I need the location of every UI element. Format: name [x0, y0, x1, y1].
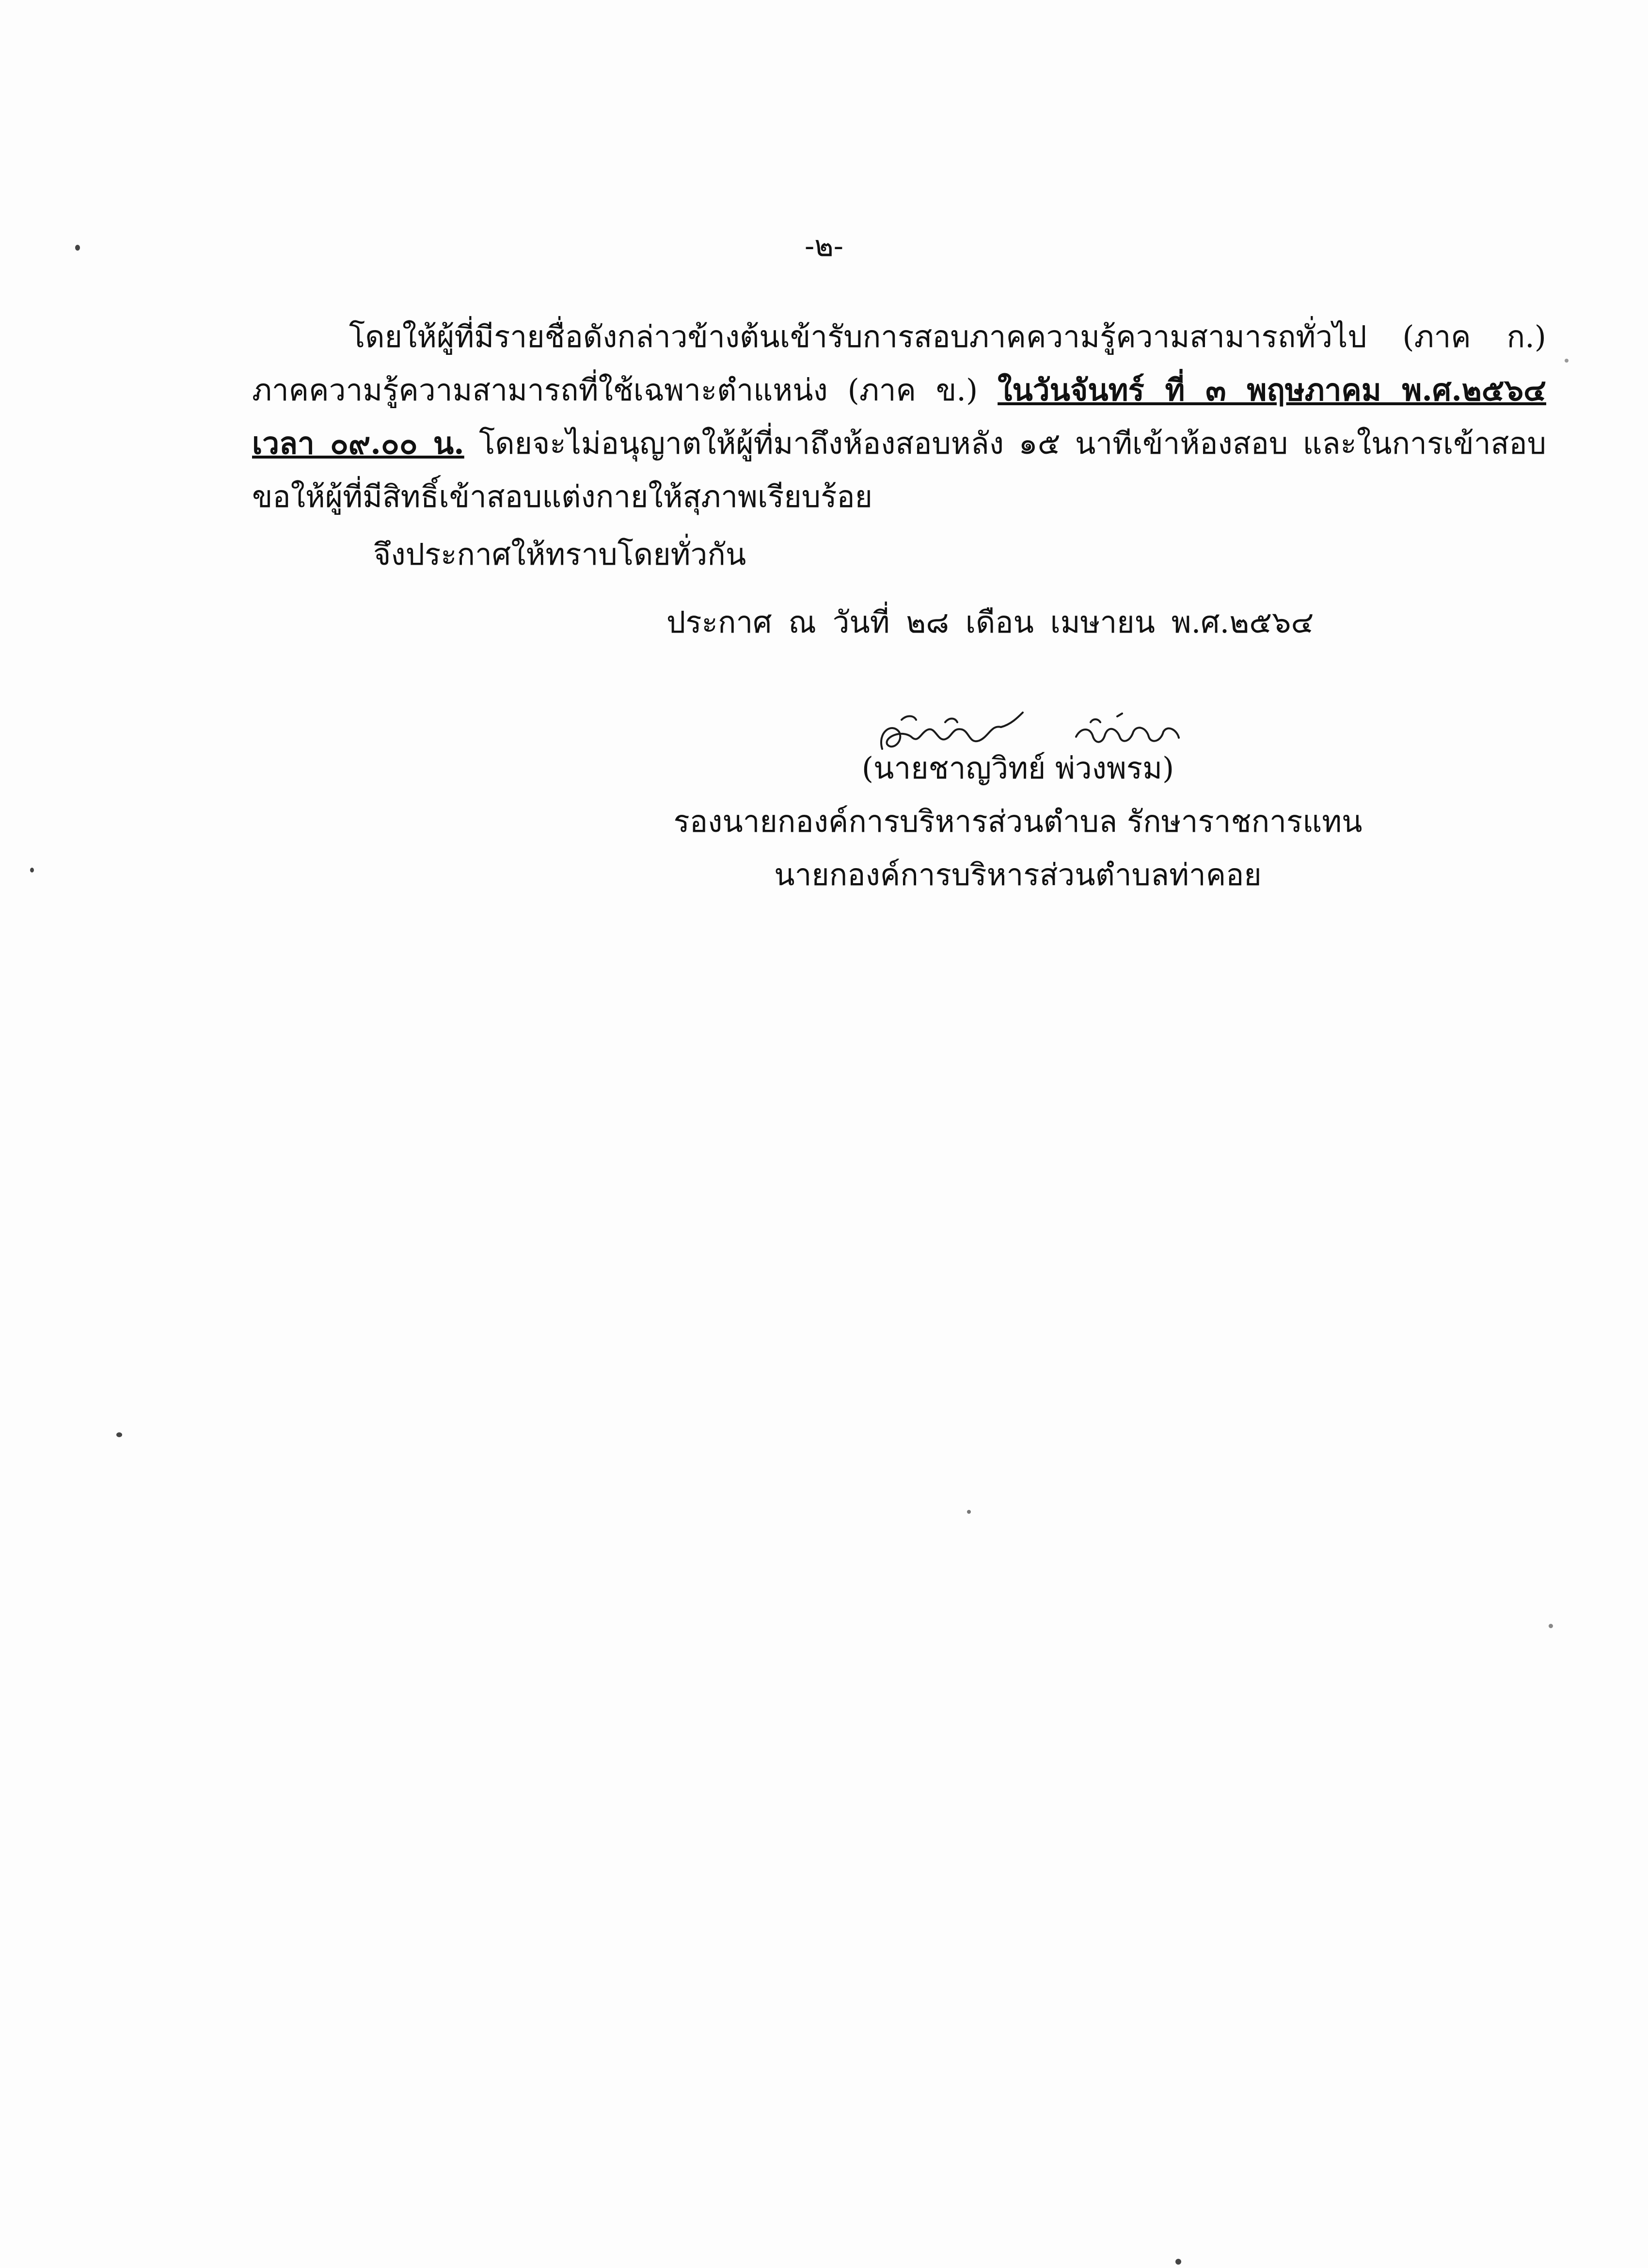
scan-speck: [116, 1432, 122, 1437]
announcement-dateline: ประกาศ ณ วันที่ ๒๘ เดือน เมษายน พ.ศ.๒๕๖๔: [666, 604, 1314, 640]
signatory-title-line2: นายกองค์การบริหารส่วนตำบลท่าคอย: [774, 857, 1262, 892]
body-text-part1: โดยให้ผู้ที่มีรายชื่อดังกล่าวข้างต้นเข้ารับการสอบภาคความรู้ความสามารถทั่วไป (ภาค ก.) ภาคความรู้ความสามารถที่ใช้เฉพาะตำแหน่ง (ภาค ข.): [252, 319, 1546, 408]
scan-speck: [30, 868, 34, 872]
page-number: -๒-: [804, 229, 844, 263]
scan-speck: [1175, 2259, 1181, 2265]
signatory-title-line1: รองนายกองค์การบริหารส่วนตำบล รักษาราชการแทน: [673, 804, 1363, 839]
body-text-part2: โดยจะไม่อนุญาตให้ผู้ที่มาถึงห้องสอบหลัง ๑๕ นาทีเข้าห้องสอบ และในการเข้าสอบขอให้ผู้ที่มีสิทธิ์เข้าสอบแต่งกายให้สุภาพเรียบร้อย: [252, 426, 1546, 514]
scan-speck: [1549, 1624, 1553, 1628]
scan-speck: [1565, 359, 1569, 363]
closing-statement: จึงประกาศให้ทราบโดยทั่วกัน: [373, 537, 746, 572]
signatory-name: (นายชาญวิทย์ พ่วงพรม): [861, 750, 1174, 786]
announcement-body: [252, 310, 1546, 523]
body-paragraph: [252, 310, 1546, 523]
scan-speck: [967, 1510, 971, 1514]
signature-block: [630, 742, 1406, 902]
scan-speck: [75, 245, 80, 251]
exam-date-highlight: ในวันจันทร์ ที่ ๓ พฤษภาคม พ.ศ.๒๕๖๔ เวลา ๐๙.๐๐ น.: [252, 372, 1546, 461]
